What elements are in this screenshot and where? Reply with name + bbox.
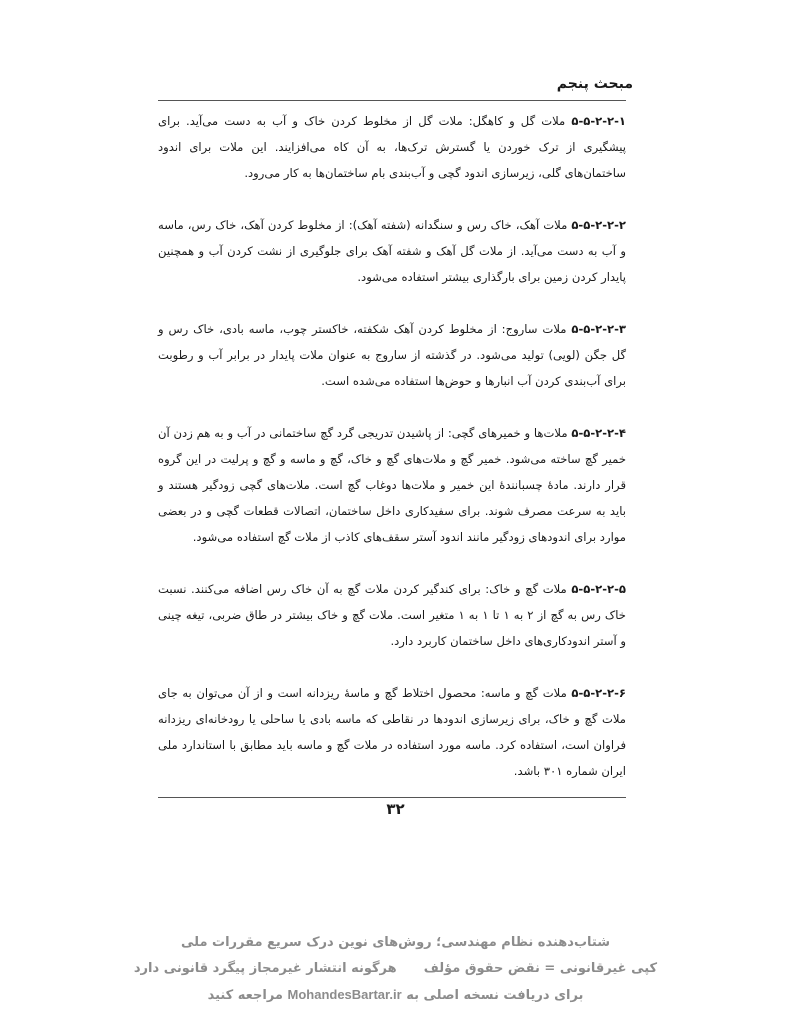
section-paragraph [158,420,626,550]
footer-divider [158,797,626,798]
section-paragraph [158,212,626,290]
section-paragraph [158,680,626,784]
section-text: ملات آهک، خاک رس و سنگدانه (شفته آهک): از مخلوط کردن آهک، خاک رس، ماسه و آب به دست می‌آید. از ملات گل آهک و شفته آهک برای جلوگیری از نشت کردن آب و همچنین پایدار کردن زمین برای بارگذاری بیشتر استفاده می‌شود. [158,218,626,284]
section-text: ملات گچ و ماسه: محصول اختلاط گچ و ماسهٔ ریزدانه است و از آن می‌توان به جای ملات گچ و خاک، برای زیرسازی اندودها در نقاطی که ماسه بادی یا ساحلی یا رودخانه‌ای ریزدانه فراوان است، استفاده کرد. ماسه مورد استفاده در ملات گچ و ماسه باید مطابق با استاندارد ملی ایران شماره ۳۰۱ باشد. [158,686,626,778]
section-number: ۵-۵-۲-۲-۳ [571,322,627,336]
footer-site-link[interactable]: MohandesBartar.ir [287,987,402,1002]
section-text: ملات گل و کاهگل: ملات گل از مخلوط کردن خاک و آب به دست می‌آید. برای پیشگیری از ترک خوردن یا گسترش ترک‌ها، به آن کاه می‌افزایند. این ملات برای اندود ساختمان‌های گلی، زیرسازی اندود گچی و آب‌بندی بام ساختمان‌ها به کار می‌رود. [158,114,626,180]
page-number: ۳۲ [386,800,405,818]
chapter-title: مبحث پنجم [556,76,633,92]
section-number: ۵-۵-۲-۲-۲ [571,218,626,232]
section-number: ۵-۵-۲-۲-۵ [571,582,626,596]
footer-suffix: مراجعه کنید [207,988,283,1003]
section-number: ۵-۵-۲-۲-۱ [571,114,627,128]
footer-line-1: شتاب‌دهنده نظام مهندسی؛ روش‌های نوین درک سریع مقررات ملی [181,935,610,950]
footer-line-2: کپی غیرقانونی = نقض حقوق مؤلف هرگونه انتشار غیرمجاز پیگرد قانونی دارد [133,961,658,976]
section-paragraph [158,108,626,186]
section-text: ملات گچ و خاک: برای کندگیر کردن ملات گچ به آن خاک رس اضافه می‌کنند. نسبت خاک رس به گچ از ۲ به ۱ تا ۱ به ۱ متغیر است. ملات گچ و خاک بیشتر در طاق ضربی، تیغه چینی و آستر اندودکاری‌های داخل ساختمان کاربرد دارد. [158,582,626,648]
section-paragraph [158,576,626,654]
footer-line-3 [0,982,791,1009]
watermark-footer [0,930,791,1009]
section-number: ۵-۵-۲-۲-۶ [571,686,627,700]
section-text: ملات ساروج: از مخلوط کردن آهک شکفته، خاکستر چوب، ماسه بادی، خاک رس و گل جگن (لویی) تولید می‌شود. در گذشته از ساروج به عنوان ملات پایدار در برابر آب و رطوبت برای آب‌بندی کردن آب انبارها و حوض‌ها استفاده می‌شده است. [158,322,626,388]
footer-prefix: برای دریافت نسخه اصلی به [406,988,584,1003]
section-text: ملات‌ها و خمیرهای گچی: از پاشیدن تدریجی گرد گچ ساختمانی در آب و به هم زدن آن خمیر گچ ساخته می‌شود. خمیر گچ و ملات‌های گچ و خاک، گچ و ماسه و گچ و پرلیت در این گروه قرار دارند. مادهٔ چسبانندهٔ این خمیر و ملات‌ها دوغاب گچ است. ملات‌های گچی زودگیر هستند و باید به سرعت مصرف شوند. برای سفیدکاری داخل ساختمان، اتصالات قطعات گچی و در بعضی موارد برای اندودهای زودگیر مانند اندود آستر سقف‌های کاذب از ملات گچ استفاده می‌شود. [158,426,626,544]
section-paragraph [158,316,626,394]
header-divider [158,100,626,101]
section-number: ۵-۵-۲-۲-۴ [571,426,627,440]
body-text [158,108,626,810]
